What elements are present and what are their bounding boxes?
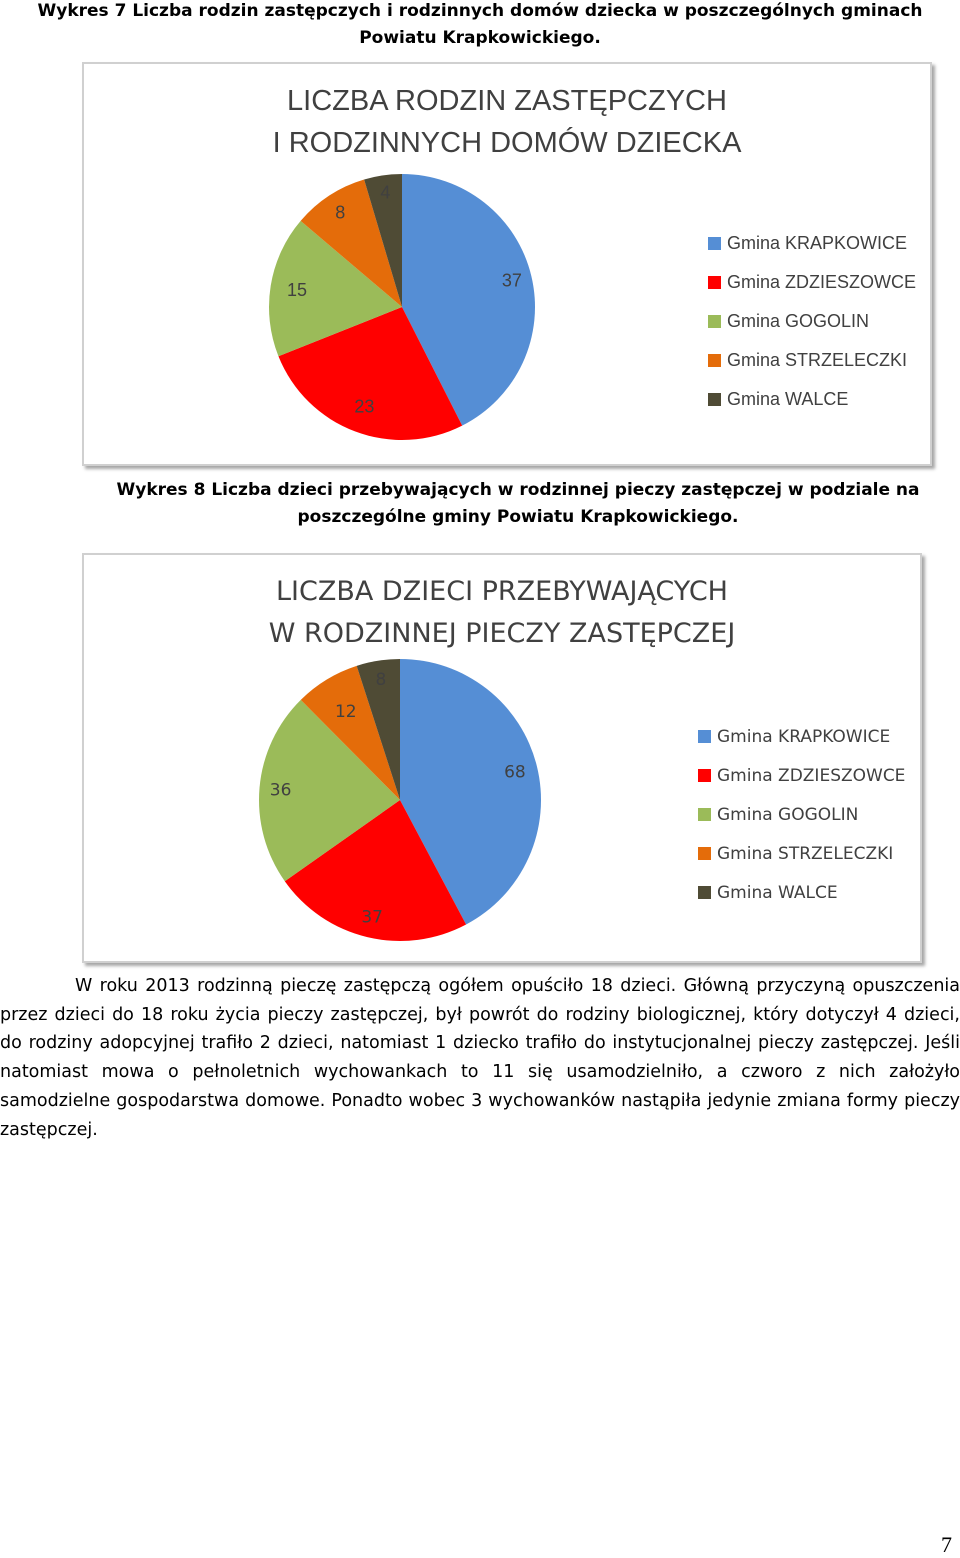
chart1-data-label-gmina-strzeleczki: 8 bbox=[335, 202, 346, 223]
chart2-data-label-gmina-zdzieszowce: 37 bbox=[361, 907, 384, 928]
chart2-title-line1: LICZBA DZIECI PRZEBYWAJĄCYCH bbox=[276, 576, 728, 607]
chart1-legend-swatch bbox=[708, 354, 721, 367]
chart2-container bbox=[82, 553, 922, 963]
chart1-legend-label: Gmina WALCE bbox=[727, 389, 849, 409]
chart2-legend bbox=[698, 717, 905, 912]
chart1-title-line1: LICZBA RODZIN ZASTĘPCZYCH bbox=[287, 85, 727, 117]
chart1-legend bbox=[708, 224, 916, 419]
chart1-caption: Wykres 7 Liczba rodzin zastępczych i rodzinnych domów dziecka w poszczególnych gminach Powiatu Krapkowickiego. bbox=[37, 1, 923, 48]
chart1-data-label-gmina-walce: 4 bbox=[380, 182, 391, 203]
chart1-legend-swatch bbox=[708, 237, 721, 250]
chart2-legend-label: Gmina WALCE bbox=[717, 882, 838, 903]
chart2-legend-item-gmina-gogolin bbox=[698, 795, 905, 834]
chart1-legend-label: Gmina GOGOLIN bbox=[727, 311, 870, 331]
chart2-legend-label: Gmina KRAPKOWICE bbox=[717, 726, 891, 747]
chart2-title-line2: W RODZINNEJ PIECZY ZASTĘPCZEJ bbox=[268, 618, 736, 649]
chart2-legend-item-gmina-krapkowice bbox=[698, 717, 905, 756]
chart2-legend-label: Gmina STRZELECZKI bbox=[717, 843, 894, 864]
chart1-legend-item-gmina-zdzieszowce bbox=[708, 263, 916, 302]
chart2-legend-swatch bbox=[698, 847, 711, 860]
chart2-data-label-gmina-walce: 8 bbox=[375, 669, 387, 690]
chart2-caption: Wykres 8 Liczba dzieci przebywających w rodzinnej pieczy zastępczej w podziale na poszczególne gminy Powiatu Krapkowickiego. bbox=[116, 480, 920, 527]
chart1-legend-item-gmina-gogolin bbox=[708, 302, 916, 341]
chart1-title-line2: I RODZINNYCH DOMÓW DZIECKA bbox=[272, 127, 742, 159]
chart2-data-label-gmina-krapkowice: 68 bbox=[504, 762, 526, 783]
chart1-legend-label: Gmina KRAPKOWICE bbox=[727, 233, 908, 253]
page-number: 7 bbox=[941, 1532, 952, 1557]
body-paragraph-text: W roku 2013 rodzinną pieczę zastępczą ogółem opuściło 18 dzieci. Główną przyczyną opuszczenia przez dzieci do 18 roku życia pieczy zastępczej, był powrót do rodziny biologicznej, który dotyczył 4 dzieci, do rodziny adopcyjnej trafiło 2 dzieci, natomiast 1 dziecko trafiło do instytucjonalnej pieczy zastępczej. Jeśli natomiast mowa o pełnoletnich wychowankach to 11 się usamodzielniło, a czworo z nich założyło samodzielne gospodarstwa domowe. Ponadto wobec 3 wychowanków nastąpiła jedynie zmiana formy pieczy zastępczej. bbox=[0, 976, 960, 1140]
chart1-legend-label: Gmina STRZELECZKI bbox=[727, 350, 908, 370]
chart2-data-label-gmina-strzeleczki: 12 bbox=[334, 701, 357, 722]
chart2-legend-label: Gmina ZDZIESZOWCE bbox=[717, 765, 906, 786]
chart1-legend-swatch bbox=[708, 276, 721, 289]
chart1-data-label-gmina-zdzieszowce: 23 bbox=[354, 396, 375, 417]
chart2-legend-item-gmina-zdzieszowce bbox=[698, 756, 905, 795]
chart1-legend-swatch bbox=[708, 393, 721, 406]
chart2-data-label-gmina-gogolin: 36 bbox=[269, 780, 292, 801]
chart1-legend-swatch bbox=[708, 315, 721, 328]
chart2-legend-item-gmina-walce bbox=[698, 873, 905, 912]
chart2-legend-swatch bbox=[698, 730, 711, 743]
chart2-legend-swatch bbox=[698, 769, 711, 782]
chart2-legend-swatch bbox=[698, 808, 711, 821]
chart2-legend-swatch bbox=[698, 886, 711, 899]
chart2-legend-item-gmina-strzeleczki bbox=[698, 834, 905, 873]
chart1-legend-label: Gmina ZDZIESZOWCE bbox=[727, 272, 917, 292]
chart1-data-label-gmina-krapkowice: 37 bbox=[501, 270, 522, 291]
body-paragraph bbox=[0, 972, 960, 1144]
chart1-legend-item-gmina-strzeleczki bbox=[708, 341, 916, 380]
chart1-legend-item-gmina-walce bbox=[708, 380, 916, 419]
chart1-data-label-gmina-gogolin: 15 bbox=[286, 279, 308, 300]
chart1-container bbox=[82, 62, 932, 466]
chart2-legend-label: Gmina GOGOLIN bbox=[717, 804, 859, 825]
chart1-legend-item-gmina-krapkowice bbox=[708, 224, 916, 263]
